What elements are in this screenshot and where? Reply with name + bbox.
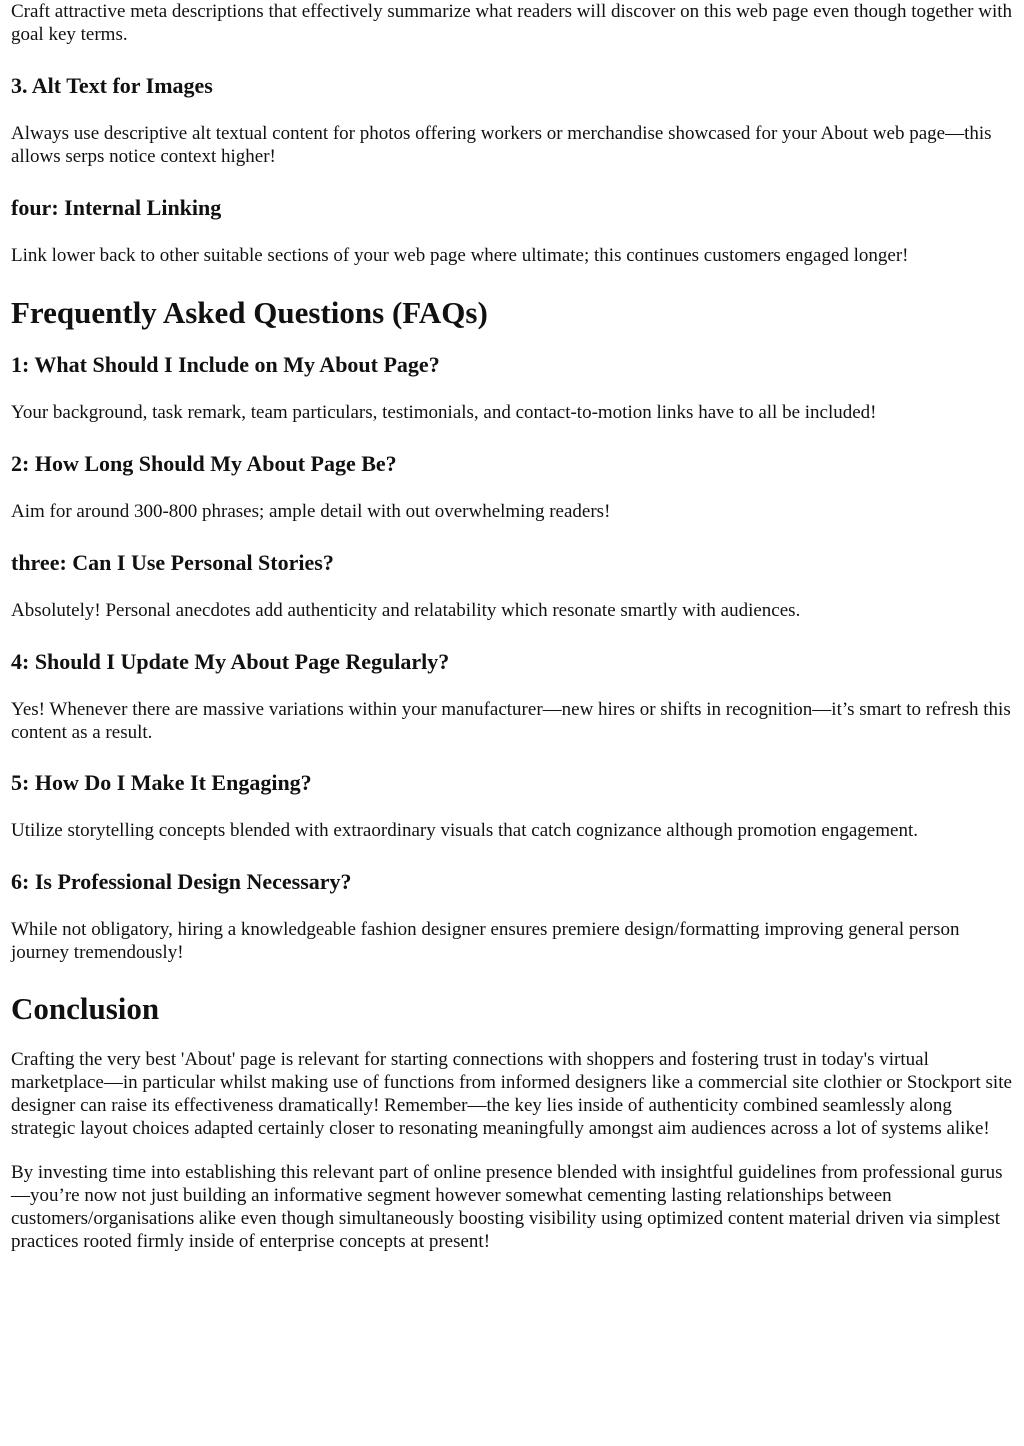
faq-question-6: 6: Is Professional Design Necessary? [11, 869, 352, 894]
faq-answer-2: Aim for around 300-800 phrases; ample detail with out overwhelming readers! [11, 501, 611, 522]
faq-question-3: three: Can I Use Personal Stories? [11, 550, 334, 575]
conclusion-paragraph-1: Crafting the very best 'About' page is relevant for starting connections with shoppers and fostering trust in today's virtual marketplace—in particular whilst making use of functions from informed designers like a commercial site clothier or Stockport site designer can raise its effectiveness dramatically! Remember—the key lies inside of authenticity combined seamlessly along strategic layout choices adapted certainly closer to resonating meaningfully amongst aim audiences across a lot of systems alike! [11, 1049, 1012, 1139]
faq-question-4: 4: Should I Update My About Page Regularly? [11, 649, 450, 674]
internal-linking-paragraph: Link lower back to other suitable sections of your web page where ultimate; this continues customers engaged longer! [11, 245, 909, 266]
faq-answer-6: While not obligatory, hiring a knowledgeable fashion designer ensures premiere design/formatting improving general person journey tremendously! [11, 919, 960, 963]
faq-answer-3: Absolutely! Personal anecdotes add authenticity and relatability which resonate smartly with audiences. [11, 600, 801, 621]
faq-answer-4: Yes! Whenever there are massive variations within your manufacturer—new hires or shifts in recognition—it’s smart to refresh this content as a result. [11, 699, 1011, 743]
faq-question-1: 1: What Should I Include on My About Page? [11, 352, 440, 377]
faq-answer-5: Utilize storytelling concepts blended with extraordinary visuals that catch cognizance although promotion engagement. [11, 820, 918, 841]
internal-linking-heading: four: Internal Linking [11, 195, 222, 220]
faq-heading: Frequently Asked Questions (FAQs) [11, 295, 488, 330]
faq-answer-1: Your background, task remark, team particulars, testimonials, and contact-to-motion links have to all be included! [11, 402, 877, 423]
conclusion-paragraph-2: By investing time into establishing this relevant part of online presence blended with insightful guidelines from professional gurus—you’re now not just building an informative segment however somewhat cementing lasting relationships between customers/organisations alike even though simultaneously boosting visibility using optimized content material driven via simplest practices rooted firmly inside of enterprise concepts at present! [11, 1162, 1003, 1252]
faq-question-5: 5: How Do I Make It Engaging? [11, 770, 312, 795]
faq-question-2: 2: How Long Should My About Page Be? [11, 451, 397, 476]
conclusion-heading: Conclusion [11, 991, 160, 1026]
intro-paragraph: Craft attractive meta descriptions that effectively summarize what readers will discover on this web page even though together with goal key terms. [11, 1, 1013, 45]
alt-text-paragraph: Always use descriptive alt textual content for photos offering workers or merchandise showcased for your About web page—this allows serps notice context higher! [11, 123, 992, 167]
alt-text-heading: 3. Alt Text for Images [11, 73, 213, 98]
